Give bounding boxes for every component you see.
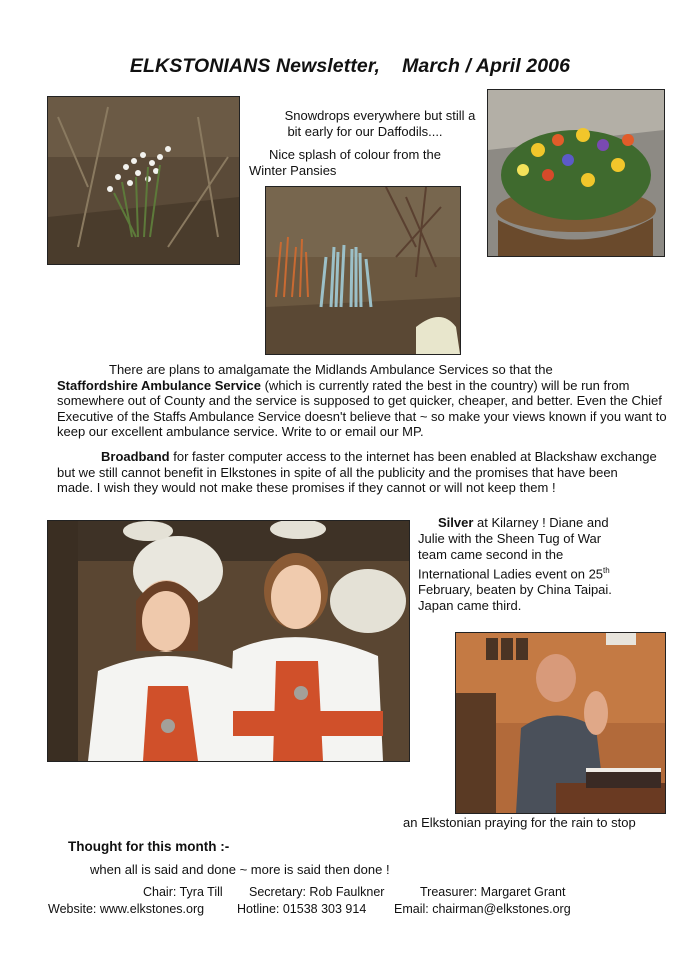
caption-line: Nice splash of colour from the	[269, 147, 441, 162]
ambulance-intro: There are plans to amalgamate the Midlands Ambulance Services so that the	[109, 362, 553, 377]
silver-line: February, beaten by China Taipai.	[418, 582, 612, 598]
silver-line: Julie with the Sheen Tug of War	[418, 531, 602, 546]
caption-line: Winter Pansies	[249, 163, 337, 178]
broadband-bold: Broadband	[101, 449, 170, 464]
silver-line4: International Ladies event on 25	[418, 566, 604, 582]
silver-line: team came second in the	[418, 547, 564, 562]
footer-website[interactable]: Website: www.elkstones.org	[48, 902, 205, 916]
silver-line	[418, 515, 658, 531]
silver-caption	[418, 515, 658, 614]
caption-line: Snowdrops everywhere but still a	[284, 108, 476, 123]
silver-line4-sup: th	[603, 566, 610, 575]
ambulance-bold: Staffordshire Ambulance Service	[57, 377, 261, 393]
daffodil-shoots-photo	[265, 186, 461, 355]
snowdrops-caption	[249, 108, 481, 140]
silver-line	[418, 563, 658, 582]
thought-heading: Thought for this month :-	[68, 839, 230, 854]
silver-bold: Silver	[438, 515, 474, 530]
ambulance-paragraph	[57, 362, 669, 440]
pansies-caption	[249, 147, 481, 179]
pansies-photo	[487, 89, 665, 257]
silver-line1: at Kilarney ! Diane and	[473, 515, 609, 530]
footer-email[interactable]: Email: chairman@elkstones.org	[394, 902, 571, 916]
silver-medal-photo	[47, 520, 410, 762]
snowdrops-photo	[47, 96, 240, 265]
thought-text: when all is said and done ~ more is said then done !	[90, 862, 390, 877]
ambulance-rest: (which is currently rated the best in the country) will be run from somewhere out of County and the service is supposed to get quicker, cheaper, and better. Even the Chief Executive of the Staffs Ambulance Service doesn't believe that ~ so make your views known if you want to keep our excellent ambulance service. Write to or email our MP.	[57, 377, 667, 439]
praying-caption: an Elkstonian praying for the rain to stop	[403, 815, 636, 830]
broadband-rest: for faster computer access to the internet has been enabled at Blackshaw exchange but we still cannot benefit in Elkstones in spite of all the publicity and the promises that have been made. I wish they would not make these promises if they cannot or will not keep them !	[57, 449, 657, 495]
newsletter-title: ELKSTONIANS Newsletter, March / April 2006	[129, 55, 571, 77]
silver-line: Japan came third.	[418, 598, 522, 614]
footer-hotline: Hotline: 01538 303 914	[237, 902, 367, 916]
footer-chair: Chair: Tyra Till	[143, 885, 223, 899]
broadband-paragraph	[57, 449, 657, 496]
caption-line: bit early for our Daffodils....	[287, 124, 443, 139]
footer-treasurer: Treasurer: Margaret Grant	[420, 885, 566, 899]
praying-man-photo	[455, 632, 666, 814]
footer-secretary: Secretary: Rob Faulkner	[249, 885, 385, 899]
